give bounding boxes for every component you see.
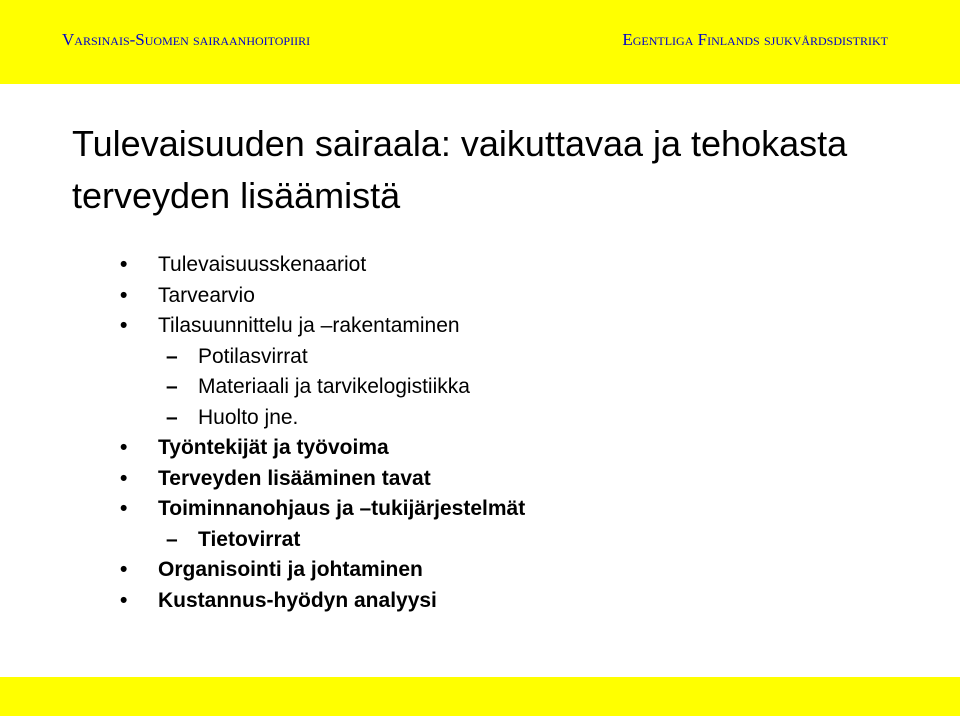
header-bar [0,0,960,84]
bullet-text: Potilasvirrat [198,344,308,368]
sub-bullet-item [0,342,960,373]
bullet-text: Toiminnanohjaus ja –tukijärjestelmät [158,497,526,520]
bullet-list [0,250,960,616]
header-org-finnish: Varsinais-Suomen sairaanhoitopiiri [62,30,311,49]
bullet-marker: • [120,497,128,520]
bullet-text: Huolto jne. [198,405,299,429]
bullet-item [0,494,960,525]
footer-bar [0,677,960,716]
bullet-marker: • [120,314,128,337]
bullet-marker: • [120,436,128,459]
sub-bullet-item [0,372,960,403]
bullet-item [0,555,960,586]
bullet-text: Kustannus-hyödyn analyysi [158,588,437,612]
bullet-item [0,433,960,464]
bullet-text: Materiaali ja tarvikelogistiikka [198,375,470,398]
bullet-text: Työntekijät ja työvoima [158,436,389,459]
bullet-item [0,281,960,312]
dash-marker: – [166,375,178,398]
bullet-item [0,586,960,617]
bullet-text: Tilasuunnittelu ja –rakentaminen [158,314,460,337]
bullet-text: Terveyden lisääminen tavat [158,466,431,490]
sub-bullet-item [0,525,960,556]
bullet-text: Tietovirrat [198,527,301,551]
dash-marker: – [166,344,178,368]
bullet-marker: • [120,588,128,612]
sub-bullet-item [0,403,960,434]
bullet-item [0,464,960,495]
bullet-marker: • [120,253,128,276]
bullet-marker: • [120,466,128,490]
bullet-item [0,250,960,281]
bullet-item [0,311,960,342]
bullet-text: Tarvearvio [158,283,255,307]
bullet-text: Tulevaisuusskenaariot [158,253,367,276]
header-org-swedish: Egentliga Finlands sjukvårdsdistrikt [622,30,888,49]
dash-marker: – [166,527,178,551]
bullet-marker: • [120,283,128,307]
slide-title: Tulevaisuuden sairaala: vaikuttavaa ja tehokasta terveyden lisäämistä [72,123,848,216]
bullet-text: Organisointi ja johtaminen [158,558,423,581]
dash-marker: – [166,405,178,429]
bullet-marker: • [120,558,128,581]
